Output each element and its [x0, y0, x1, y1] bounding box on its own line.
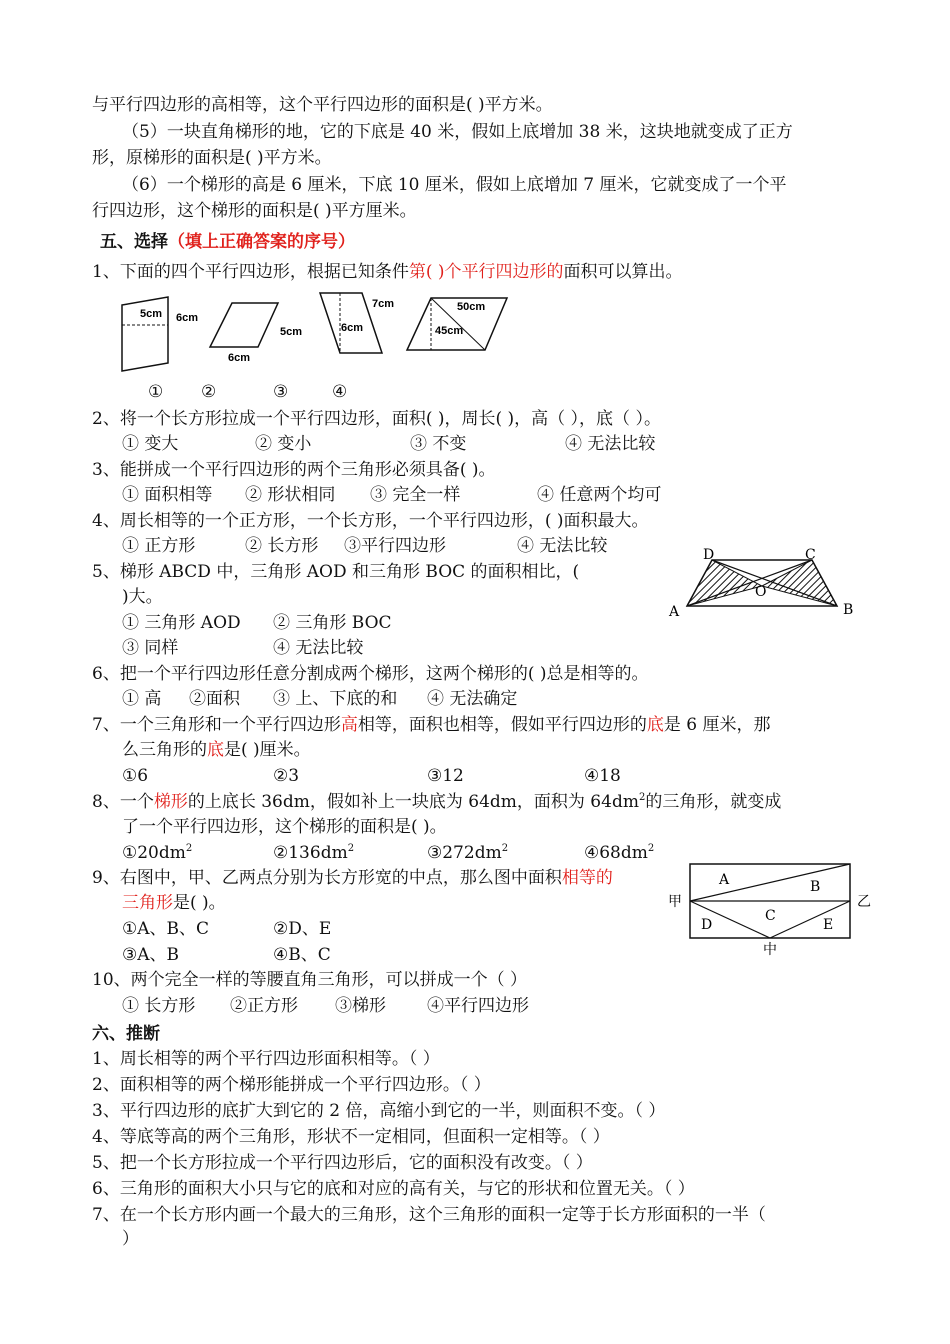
q7-highlight-height: 高 — [340, 715, 358, 735]
q5-option-3: ③ 同样 — [122, 638, 179, 658]
figure-number-4: ④ — [332, 382, 348, 402]
q9-text: 是( )。 — [173, 893, 226, 913]
vertex-b: B — [843, 602, 854, 618]
q8-option-1 — [122, 841, 192, 865]
point-yi: 乙 — [857, 894, 871, 910]
point-o: O — [755, 584, 767, 600]
q1-text-c: 面积可以算出。 — [563, 262, 683, 282]
q8-option-superscript: 2 — [647, 843, 655, 854]
q8-highlight-trapezoid: 梯形 — [153, 792, 188, 812]
judgement-item-5: 5、把一个长方形拉成一个平行四边形后，它的面积没有改变。（ ） — [92, 1153, 593, 1173]
q7-highlight-base: 底 — [207, 740, 224, 760]
q4-option-2: ② 长方形 — [245, 536, 319, 556]
question-2: 2、将一个长方形拉成一个平行四边形，面积( )，周长( )，高（ ），底（ ）。 — [92, 409, 661, 429]
question-7-line2 — [122, 738, 311, 762]
q1-parallelograms-figure — [110, 285, 410, 365]
problem-5-line1: （5）一块直角梯形的地，它的下底是 40 米，假如上底增加 38 米，这块地就变成了正方 — [122, 122, 793, 142]
label-6cm-a: 6cm — [176, 312, 199, 324]
problem-6-line2: 行四边形，这个梯形的面积是( )平方厘米。 — [92, 201, 417, 221]
q10-option-4: ④平行四边形 — [427, 996, 529, 1016]
q4-option-4: ④ 无法比较 — [517, 536, 608, 556]
q1-text-b: 第( )个平行四边形的 — [408, 262, 564, 282]
q2-option-3: ③ 不变 — [410, 434, 467, 454]
question-8-line1 — [92, 790, 781, 814]
q4-option-1: ① 正方形 — [122, 536, 196, 556]
point-jia: 甲 — [668, 894, 682, 910]
question-7-line1 — [92, 713, 770, 737]
q7-text: 是 6 厘米，那 — [663, 715, 771, 735]
figure-number-1: ① — [148, 382, 164, 402]
question-9-line2 — [122, 891, 226, 915]
q8-text: 的上底长 36dm，假如补上一块底为 64dm，面积为 64dm — [187, 792, 639, 812]
q8-option-text: ③272dm — [427, 843, 502, 863]
q6-option-1: ① 高 — [122, 689, 162, 709]
judgement-item-2: 2、面积相等的两个梯形能拼成一个平行四边形。（ ） — [92, 1075, 491, 1095]
label-5cm-a: 5cm — [140, 308, 163, 320]
q9-text: 9、右图中，甲、乙两点分别为长方形宽的中点，那么图中面积 — [92, 868, 562, 888]
question-9-line1 — [92, 866, 613, 890]
q9-option-2: ②D、E — [273, 919, 332, 939]
judgement-item-1: 1、周长相等的两个平行四边形面积相等。（ ） — [92, 1049, 440, 1069]
q10-option-2: ②正方形 — [230, 996, 298, 1016]
q7-text: 么三角形的 — [122, 740, 207, 760]
q10-option-1: ① 长方形 — [122, 996, 196, 1016]
q7-option-2: ②3 — [273, 766, 300, 786]
question-4: 4、周长相等的一个正方形，一个长方形，一个平行四边形，( )面积最大。 — [92, 511, 649, 531]
q7-text: 是( )厘米。 — [224, 740, 311, 760]
q5-option-4: ④ 无法比较 — [273, 638, 364, 658]
q1-text-a: 1、下面的四个平行四边形，根据已知条件 — [92, 262, 409, 282]
q9-highlight: 相等的 — [561, 868, 613, 888]
q8-superscript: 2 — [638, 792, 646, 803]
region-e: E — [823, 917, 834, 933]
q7-option-1: ①6 — [122, 766, 149, 786]
q9-highlight: 三角形 — [122, 893, 173, 913]
q8-option-4 — [584, 841, 654, 865]
q6-option-2: ②面积 — [189, 689, 240, 709]
region-b: B — [810, 879, 821, 895]
q3-option-1: ① 面积相等 — [122, 485, 213, 505]
label-45cm: 45cm — [435, 325, 464, 337]
q6-option-3: ③ 上、下底的和 — [273, 689, 398, 709]
question-5-line2: )大。 — [122, 587, 163, 607]
region-c: C — [765, 908, 776, 924]
q8-option-2 — [273, 841, 354, 865]
q3-option-3: ③ 完全一样 — [370, 485, 461, 505]
q2-option-1: ① 变大 — [122, 434, 179, 454]
q3-option-4: ④ 任意两个均可 — [537, 485, 662, 505]
q1-parallelogram-4 — [405, 290, 515, 360]
judgement-item-6: 6、三角形的面积大小只与它的底和对应的高有关，与它的形状和位置无关。（ ） — [92, 1179, 695, 1199]
judgement-item-7: 7、在一个长方形内画一个最大的三角形，这个三角形的面积一定等于长方形面积的一半（ — [92, 1205, 766, 1225]
q2-option-4: ④ 无法比较 — [565, 434, 656, 454]
figure-number-2: ② — [201, 382, 217, 402]
vertex-d: D — [703, 547, 715, 563]
q7-option-4: ④18 — [584, 766, 621, 786]
judgement-item-3: 3、平行四边形的底扩大到它的 2 倍，高缩小到它的一半，则面积不变。（ ） — [92, 1101, 666, 1121]
section-5-heading — [100, 230, 355, 254]
q8-option-text: ②136dm — [273, 843, 348, 863]
vertex-c: C — [805, 547, 816, 563]
q7-text: 相等，面积也相等，假如平行四边形的 — [357, 715, 647, 735]
q9-option-4: ④B、C — [273, 945, 331, 965]
q4-option-3: ③平行四边形 — [344, 536, 446, 556]
judgement-item-7-end: ） — [122, 1229, 139, 1249]
label-50cm: 50cm — [457, 301, 486, 313]
question-5-line1: 5、梯形 ABCD 中，三角形 AOD 和三角形 BOC 的面积相比，( — [92, 562, 580, 582]
point-zhong: 中 — [763, 942, 777, 958]
problem-5-line2: 形，原梯形的面积是( )平方米。 — [92, 148, 332, 168]
trapezoid-abcd-figure — [665, 548, 865, 628]
q7-text: 7、一个三角形和一个平行四边形 — [92, 715, 341, 735]
q7-highlight-base: 底 — [646, 715, 664, 735]
vertex-a: A — [669, 604, 680, 620]
q8-option-superscript: 2 — [347, 843, 355, 854]
question-10: 10、两个完全一样的等腰直角三角形，可以拼成一个（ ） — [92, 970, 528, 990]
q8-option-text: ④68dm — [584, 843, 648, 863]
q6-option-4: ④ 无法确定 — [427, 689, 518, 709]
section-5-note: （填上正确答案的序号） — [168, 232, 355, 252]
label-6cm-c: 6cm — [341, 322, 364, 334]
problem-6-line1: （6）一个梯形的高是 6 厘米，下底 10 厘米，假如上底增加 7 厘米，它就变成了一个平 — [122, 175, 787, 195]
q8-option-superscript: 2 — [185, 843, 193, 854]
section-6-heading: 六、推断 — [92, 1024, 160, 1044]
label-5cm-b: 5cm — [280, 326, 303, 338]
region-d: D — [701, 917, 713, 933]
q5-option-1: ① 三角形 AOD — [122, 613, 241, 633]
question-3: 3、能拼成一个平行四边形的两个三角形必须具备( )。 — [92, 460, 496, 480]
label-7cm: 7cm — [372, 298, 395, 310]
q8-option-3 — [427, 841, 508, 865]
region-a: A — [719, 872, 730, 888]
q3-option-2: ② 形状相同 — [245, 485, 336, 505]
q8-option-superscript: 2 — [501, 843, 509, 854]
section-5-title: 五、选择 — [100, 232, 168, 252]
q8-text: 8、一个 — [92, 792, 154, 812]
q2-option-2: ② 变小 — [255, 434, 312, 454]
question-1 — [92, 260, 683, 284]
text-line: 与平行四边形的高相等，这个平行四边形的面积是( )平方米。 — [92, 95, 553, 115]
label-6cm-b: 6cm — [228, 352, 251, 364]
question-6: 6、把一个平行四边形任意分割成两个梯形，这两个梯形的( )总是相等的。 — [92, 664, 649, 684]
q8-text: 的三角形，就变成 — [645, 792, 782, 812]
judgement-item-4: 4、等底等高的两个三角形，形状不一定相同，但面积一定相等。（ ） — [92, 1127, 610, 1147]
q5-option-2: ② 三角形 BOC — [273, 613, 392, 633]
q9-option-1: ①A、B、C — [122, 919, 210, 939]
q7-option-3: ③12 — [427, 766, 464, 786]
q9-option-3: ③A、B — [122, 945, 180, 965]
parallelogram-2 — [210, 303, 278, 347]
rectangle-triangles-figure — [665, 858, 885, 958]
figure-number-3: ③ — [273, 382, 289, 402]
question-8-line2: 了一个平行四边形，这个梯形的面积是( )。 — [122, 817, 447, 837]
q8-option-text: ①20dm — [122, 843, 186, 863]
q10-option-3: ③梯形 — [335, 996, 386, 1016]
